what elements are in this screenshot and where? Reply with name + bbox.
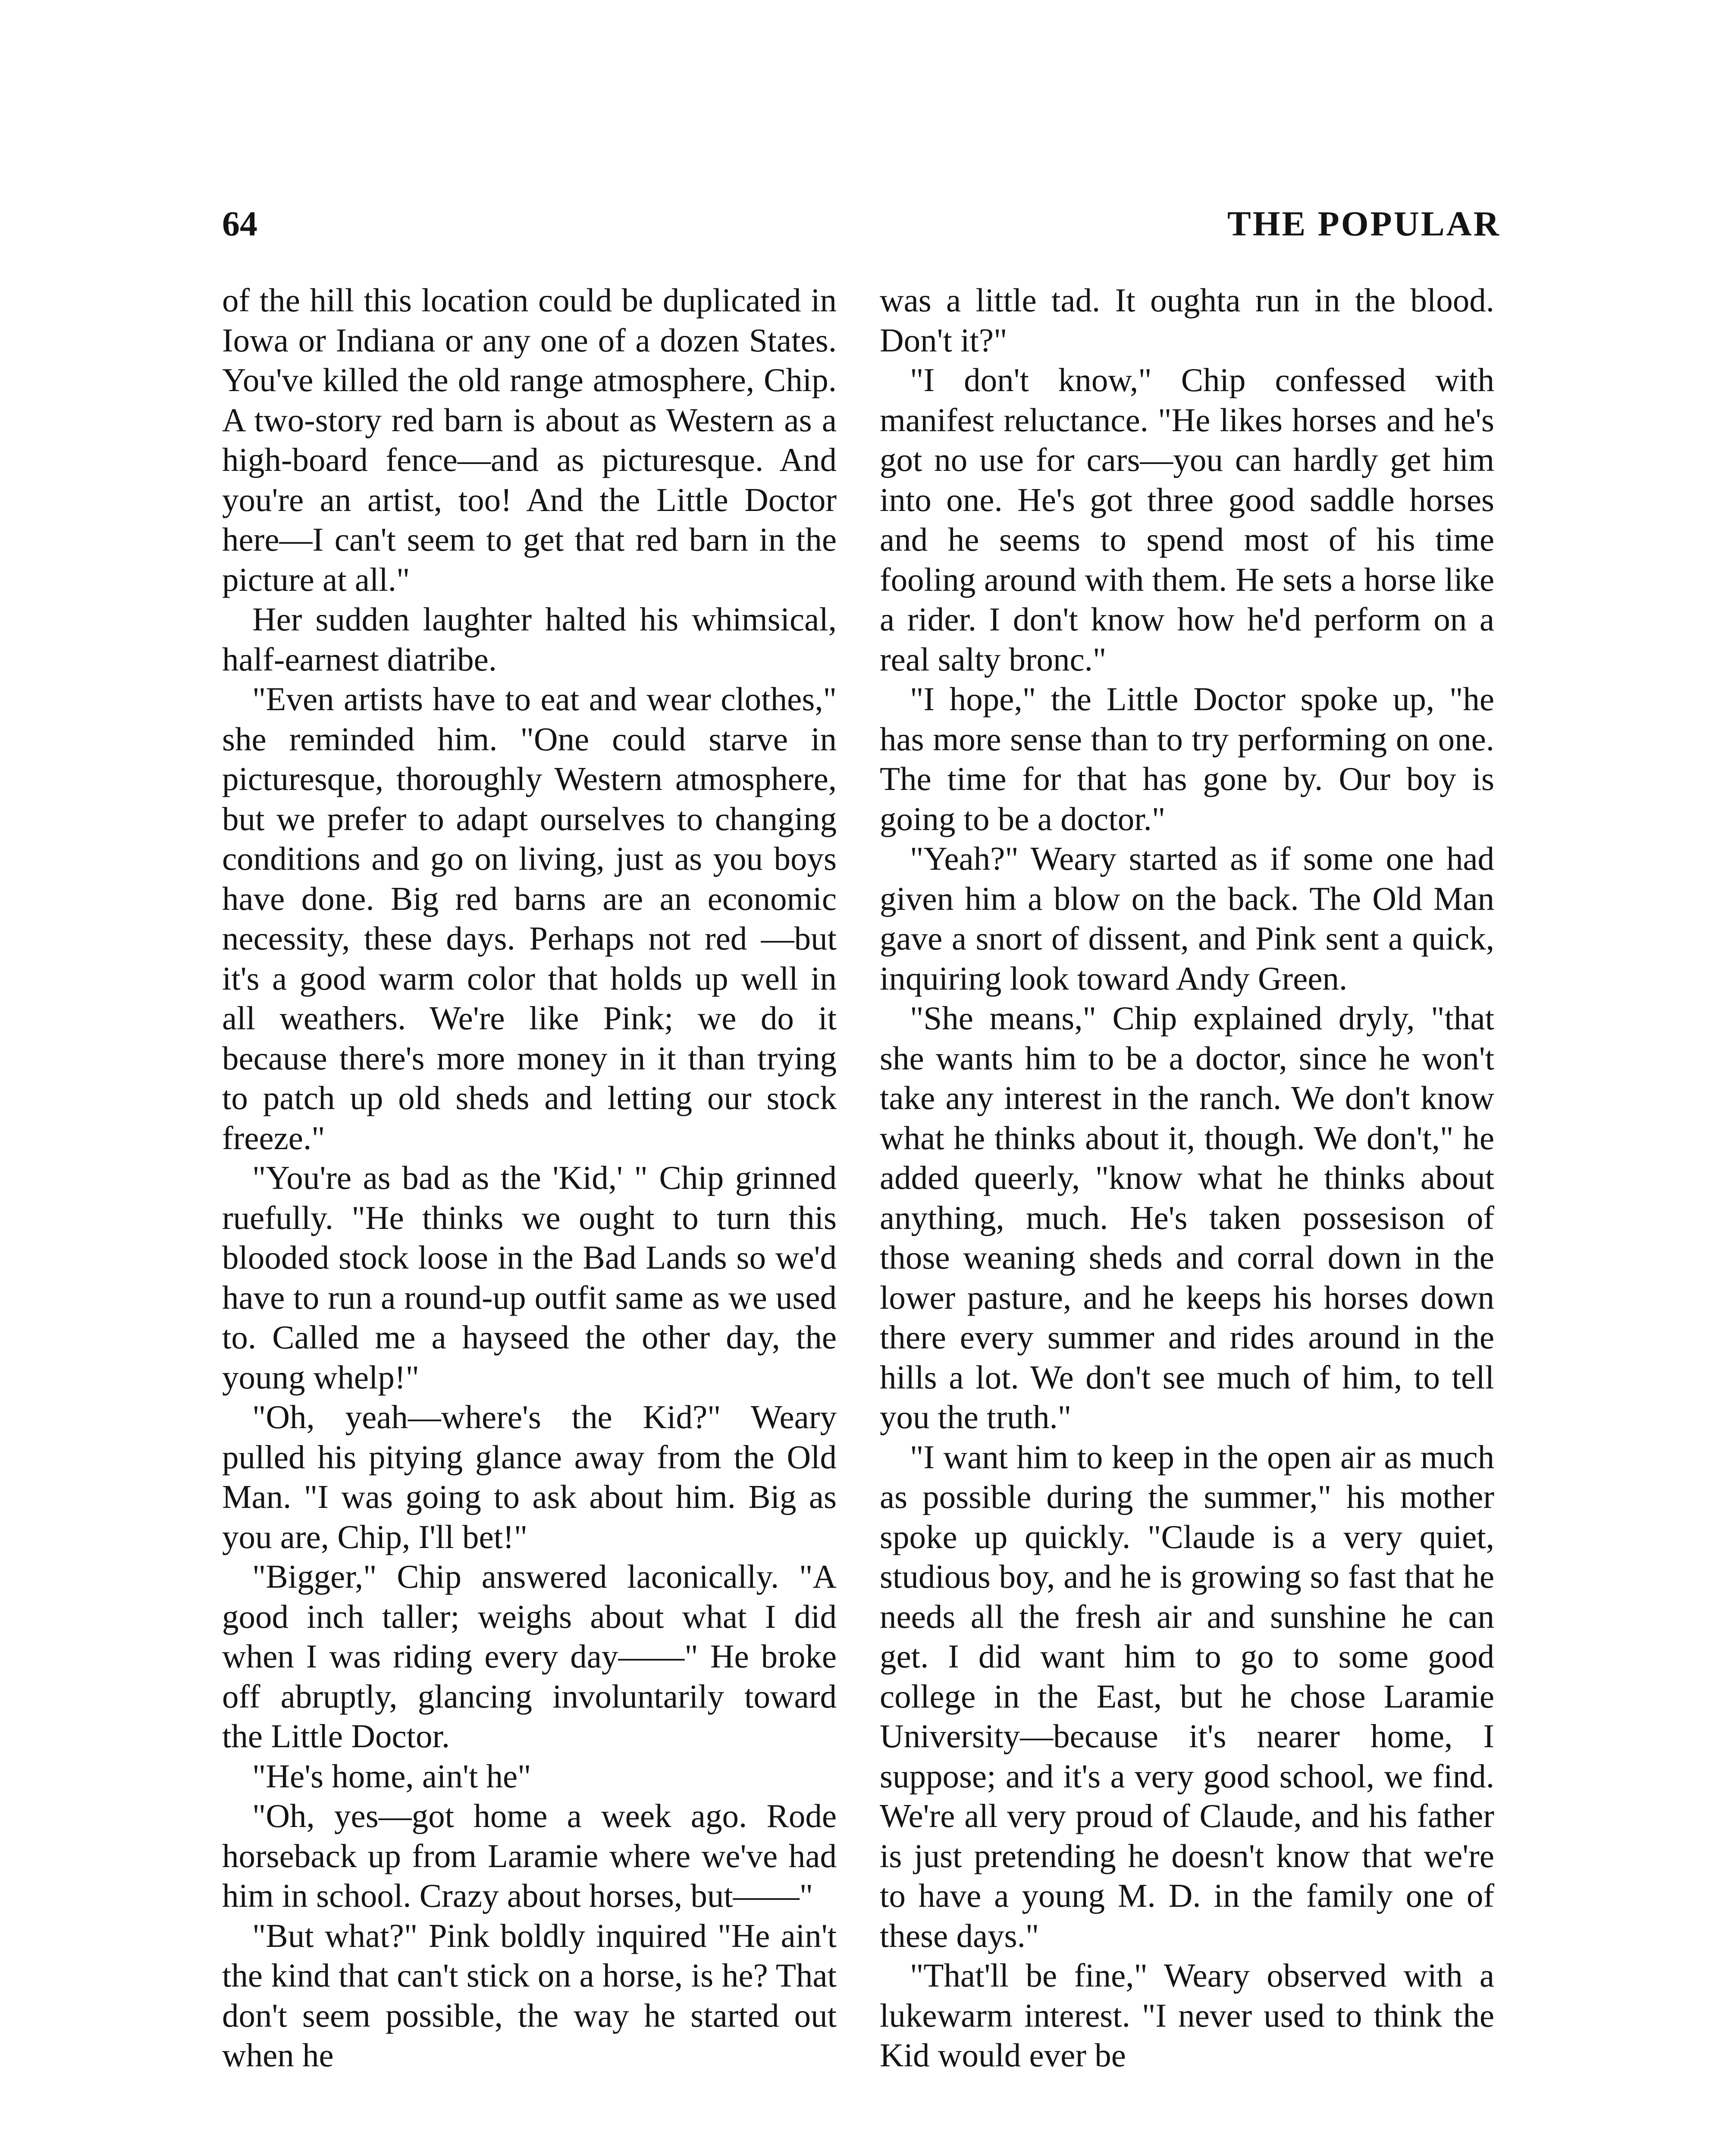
paragraph: "She means," Chip explained dryly, "that she wants him to be a doctor, since he won't take any interest in the ranch. We don't know what he thinks about it, though. We don't," he added queerly, "know what he thinks about anything, much. He's taken possesison of those weaning sheds and corral down in the lower pasture, and he keeps his horses down there every summer and rides around in the hills a lot. We don't see much of him, to tell you the truth." xyxy=(880,1000,1494,1435)
paragraph: "Yeah?" Weary started as if some one had given him a blow on the back. The Old Man gave a snort of dissent, and Pink sent a quick, inquiring look toward Andy Green. xyxy=(880,840,1494,997)
paragraph: "Even artists have to eat and wear clothes," she reminded him. "One could starve in picturesque, thoroughly Western atmosphere, but we prefer to adapt ourselves to changing conditions and go on living, just as you boys have done. Big red barns are an economic necessity, these days. Perhaps not red —but it's a good warm color that holds up well in all weathers. We're like Pink; we do it because there's more money in it than trying to patch up old sheds and letting our stock freeze." xyxy=(222,680,837,1156)
paragraph: "I don't know," Chip confessed with manifest reluctance. "He likes horses and he's got no use for cars—you can hardly get him into one. He's got three good saddle horses and he seems to spend most of his time fooling around with them. He sets a horse like a rider. I don't know how he'd perform on a real salty bronc." xyxy=(880,361,1494,678)
paragraph: "Bigger," Chip answered laconically. "A good inch taller; weighs about what I did when I was riding every day——" He broke off abruptly, glancing involuntarily toward the Little Doctor. xyxy=(222,1558,837,1755)
paragraph: of the hill this location could be duplicated in Iowa or Indiana or any one of a dozen States. You've killed the old range atmosphere, Chip. A two-story red barn is about as Western as a high-board fence—and as picturesque. And you're an artist, too! And the Little Doctor here—I can't seem to get that red barn in the picture at all." xyxy=(222,282,837,598)
paragraph: "I want him to keep in the open air as much as possible during the summer," his mother spoke up quickly. "Claude is a very quiet, studious boy, and he is growing so fast that he needs all the fresh air and sunshine he can get. I did want him to go to some good college in the East, but he chose Laramie University—because it's nearer home, I suppose; and it's a very good school, we find. We're all very proud of Claude, and his father is just pretending he doesn't know that we're to have a young M. D. in the family one of these days." xyxy=(880,1438,1494,1954)
paragraph: "Oh, yes—got home a week ago. Rode horseback up from Laramie where we've had him in school. Crazy about horses, but——" xyxy=(222,1797,837,1914)
paragraph: Her sudden laughter halted his whimsical, half-earnest diatribe. xyxy=(222,601,837,678)
paragraph: "He's home, ain't he" xyxy=(252,1757,531,1795)
right-column xyxy=(880,280,1494,2075)
paragraph: "But what?" Pink boldly inquired "He ain't the kind that can't stick on a horse, is he? That don't seem possible, the way he started out when he xyxy=(222,1917,837,2074)
paragraph: "Oh, yeah—where's the Kid?" Weary pulled his pitying glance away from the Old Man. "I was going to ask about him. Big as you are, Chip, I'll bet!" xyxy=(222,1398,837,1555)
paragraph: "I hope," the Little Doctor spoke up, "he has more sense than to try performing on one. The time for that has gone by. Our boy is going to be a doctor." xyxy=(880,680,1494,837)
paragraph: "You're as bad as the 'Kid,' " Chip grinned ruefully. "He thinks we ought to turn this blooded stock loose in the Bad Lands so we'd have to run a round-up outfit same as we used to. Called me a hayseed the other day, the young whelp!" xyxy=(222,1159,837,1396)
paragraph: was a little tad. It oughta run in the blood. Don't it?" xyxy=(880,282,1494,359)
page-number: 64 xyxy=(222,204,257,243)
left-column xyxy=(222,280,837,2075)
running-head: THE POPULAR xyxy=(1227,204,1501,243)
paragraph: "That'll be fine," Weary observed with a lukewarm interest. "I never used to think the Kid would ever be xyxy=(880,1957,1494,2074)
